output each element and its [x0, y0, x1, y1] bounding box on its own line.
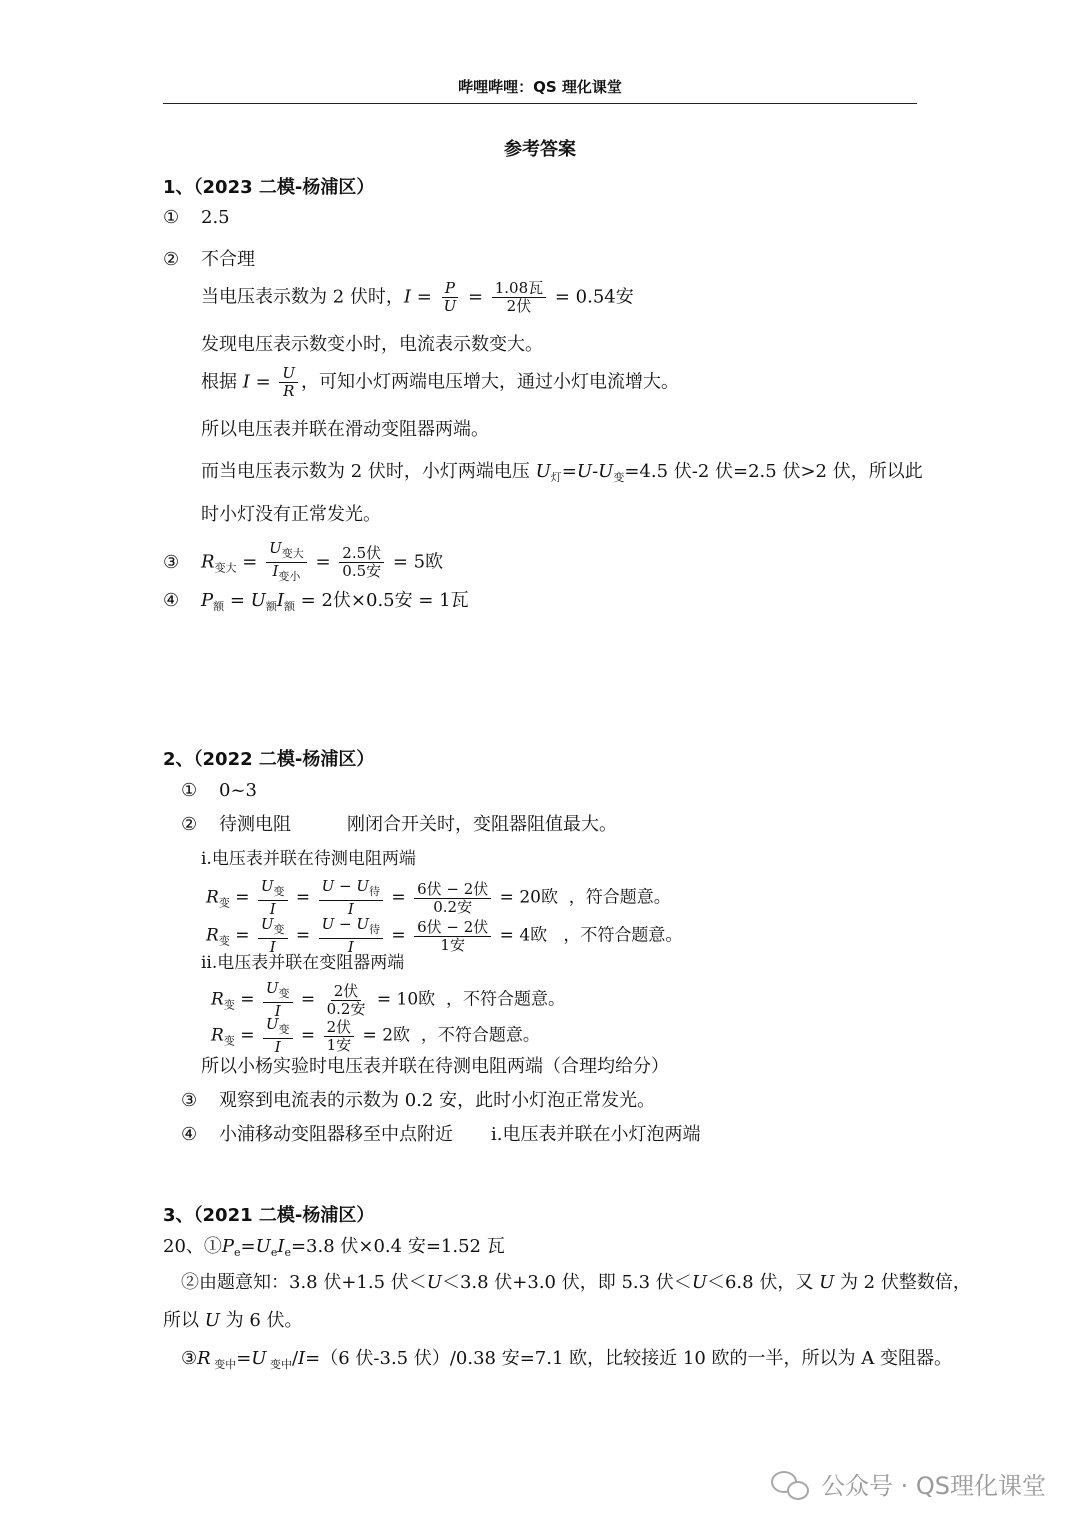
s2-formula-4: $R_变$ = $\frac{U_变}{I}$ = $\frac{\text{2伏}}{\text{1安}}$ = 2欧 ，不符合题意。 [211, 1015, 540, 1056]
watermark-text: 公众号 · QS理化课堂 [820, 1472, 1046, 1500]
s1-text-1: 发现电压表示数变小时，电流表示数变大。 [201, 334, 543, 355]
s1-item-1: ① 2.5 [163, 207, 230, 228]
s3-line-2: ②由题意知：3.8 伏+1.5 伏＜U＜3.8 伏+3.0 伏，即 5.3 伏＜U＜6.8 伏，又 U 为 2 伏整数倍， [181, 1272, 971, 1293]
s3-line-3: 所以 U 为 6 伏。 [163, 1310, 303, 1331]
s2-item-1: ① 0~3 [181, 780, 257, 801]
s2-item-4: ④ 小浦移动变阻器移至中点附近 i.电压表并联在小灯泡两端 [181, 1124, 701, 1145]
s1-text-4: 时小灯没有正常发光。 [201, 504, 381, 525]
s1-item-2: ② 不合理 [163, 249, 255, 270]
s2-formula-1: $R_变$ = $\frac{U_变}{I}$ = $\frac{U - U_待}{I}$ = $\frac{\text{6伏 − 2伏}}{\text{0.2安}}$ = 20欧 ，符合题意。 [206, 877, 671, 918]
wechat-icon [771, 1469, 811, 1499]
s2-item-3: ③ 观察到电流表的示数为 0.2 安，此时小灯泡正常发光。 [181, 1090, 656, 1111]
s3-line-4: ③R $_{变中}$=U $_{变中}$/I=（6 伏-3.5 伏）/0.38 安=7.1 欧，比较接近 10 欧的一半，所以为 A 变阻器。 [181, 1348, 952, 1371]
s1-text-2: 所以电压表并联在滑动变阻器两端。 [201, 419, 489, 440]
page-header: 哔哩哔哩：QS 理化课堂 [163, 76, 917, 104]
s2-formula-2: $R_变$ = $\frac{U_变}{I}$ = $\frac{U - U_待}{I}$ = $\frac{\text{6伏 − 2伏}}{\text{1安}}$ = 4欧 ，不符合题意。 [206, 915, 683, 956]
section-2-heading: 2、（2022 二模-杨浦区） [163, 749, 375, 770]
s2-case-i: i.电压表并联在待测电阻两端 [201, 849, 416, 869]
s1-formula-current: 当电压表示数为 2 伏时，I = $\frac{P}{U}$ = $\frac{\text{1.08瓦}}{\text{2伏}}$ = 0.54安 [201, 279, 634, 315]
section-3-heading: 3、（2021 二模-杨浦区） [163, 1205, 375, 1226]
s2-item-2: ② 待测电阻 刚闭合开关时，变阻器阻值最大。 [181, 814, 617, 835]
s2-formula-3: $R_变$ = $\frac{U_变}{I}$ = $\frac{\text{2伏}}{\text{0.2安}}$ = 10欧 ，不符合题意。 [211, 979, 565, 1020]
s1-text-3: 而当电压表示数为 2 伏时，小灯两端电压 $U_灯=U-U_变=4.5$ 伏-2 伏=2.5 伏>2 伏，所以此 [201, 461, 923, 484]
s2-case-ii: ii.电压表并联在变阻器两端 [201, 953, 405, 973]
s3-line-1: 20、$①P_e=U_eI_e=3.8$ 伏×0.4 安=1.52 瓦 [163, 1236, 505, 1259]
watermark [771, 1466, 1046, 1501]
document-title: 参考答案 [504, 139, 576, 160]
section-1-heading: 1、（2023 二模-杨浦区） [163, 177, 375, 198]
s1-item-4: ④ $P_额 = U_额I_额 = 2$伏×0.5安 = 1瓦 [163, 590, 469, 613]
s1-formula-ohm: 根据 I = $\frac{U}{R}$ ，可知小灯两端电压增大，通过小灯电流增大。 [201, 364, 680, 400]
s1-item-3: ③ $R_{变大}$ = $\frac{U_{变大}}{I_{变小}}$ = $\frac{\text{2.5伏}}{\text{0.5安}}$ = 5欧 [163, 539, 444, 583]
s2-conclusion: 所以小杨实验时电压表并联在待测电阻两端（合理均给分） [201, 1056, 669, 1077]
